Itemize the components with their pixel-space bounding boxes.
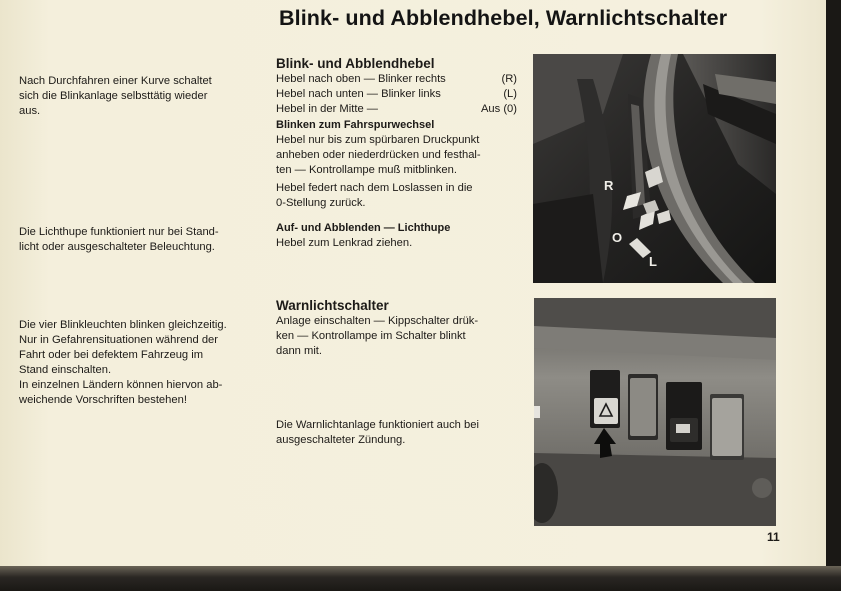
photo-turn-signal-lever bbox=[533, 54, 776, 283]
text-line: Anlage einschalten — Kippschalter drük- bbox=[276, 315, 479, 327]
text-line: sich die Blinkanlage selbsttätig wieder bbox=[19, 90, 208, 102]
section-blinkhebel bbox=[276, 55, 517, 251]
lever-value: Aus (0) bbox=[480, 103, 517, 115]
text-line: Fahrt oder bei defektem Fahrzeug im bbox=[19, 349, 204, 361]
lever-row bbox=[276, 102, 517, 117]
text-line: In einzelnen Ländern können hiervon ab- bbox=[19, 379, 223, 391]
section-heading: Warnlichtschalter bbox=[276, 298, 389, 313]
text-line: licht oder ausgeschalteter Beleuchtung. bbox=[19, 241, 215, 253]
section-heading: Blink- und Abblendhebel bbox=[276, 56, 435, 71]
subheading-abblenden: Auf- und Abblenden — Lichthupe bbox=[276, 222, 451, 234]
position-label-l: L bbox=[649, 254, 657, 269]
note-ignition bbox=[276, 418, 517, 448]
text-line: ten — Kontrollampe muß mitblinken. bbox=[276, 164, 457, 176]
text-line: Hebel nur bis zum spürbaren Druckpunkt bbox=[276, 134, 480, 146]
position-label-o: O bbox=[612, 230, 623, 245]
note-blinker-reset bbox=[19, 74, 257, 119]
text-line: ausgeschalteter Zündung. bbox=[276, 434, 406, 446]
subheading-fahrspurwechsel: Blinken zum Fahrspurwechsel bbox=[276, 119, 435, 131]
lever-value: (L) bbox=[503, 88, 517, 100]
section-warnlicht bbox=[276, 297, 517, 359]
lever-label: Hebel in der Mitte — bbox=[276, 103, 378, 115]
text-line: Nur in Gefahrensituationen während der bbox=[19, 334, 219, 346]
page-shadow bbox=[0, 566, 841, 591]
text-line: Nach Durchfahren einer Kurve schaltet bbox=[19, 75, 212, 87]
lever-return-text bbox=[276, 181, 517, 211]
page-title: Blink- und Abblendhebel, Warnlichtschalter bbox=[279, 6, 728, 30]
lever-illustration bbox=[533, 54, 776, 283]
lever-label: Hebel nach unten — Blinker links bbox=[276, 88, 441, 100]
note-hazard-lights bbox=[19, 318, 259, 408]
lever-value: (R) bbox=[501, 73, 517, 85]
position-label-r: R bbox=[604, 178, 614, 193]
text-line: Die Warnlichtanlage funktioniert auch bei bbox=[276, 419, 479, 431]
text-line: Die vier Blinkleuchten blinken gleichzeitig. bbox=[19, 319, 227, 331]
text-line: anheben oder niederdrücken und festhal- bbox=[276, 149, 481, 161]
lever-label: Hebel nach oben — Blinker rechts bbox=[276, 73, 446, 85]
text-line: aus. bbox=[19, 105, 41, 117]
text-line: ken — Kontrollampe im Schalter blinkt bbox=[276, 330, 466, 342]
fahrspurwechsel-text bbox=[276, 133, 517, 178]
text-line: 0-Stellung zurück. bbox=[276, 197, 366, 209]
text-line: Die Lichthupe funktioniert nur bei Stand- bbox=[19, 226, 219, 238]
page-edge bbox=[826, 0, 841, 591]
text-line: weichende Vorschriften bestehen! bbox=[19, 394, 187, 406]
lever-row bbox=[276, 72, 517, 87]
warnlicht-text bbox=[276, 314, 517, 359]
page-number: 11 bbox=[767, 530, 780, 544]
photo-hazard-switch bbox=[534, 298, 776, 526]
switch-panel-illustration bbox=[534, 298, 776, 526]
text-line: Stand einschalten. bbox=[19, 364, 112, 376]
text-line: Hebel zum Lenkrad ziehen. bbox=[276, 237, 413, 249]
text-line: dann mit. bbox=[276, 345, 323, 357]
text-line: Hebel federt nach dem Loslassen in die bbox=[276, 182, 473, 194]
lever-row bbox=[276, 87, 517, 102]
note-lichthupe bbox=[19, 225, 257, 255]
